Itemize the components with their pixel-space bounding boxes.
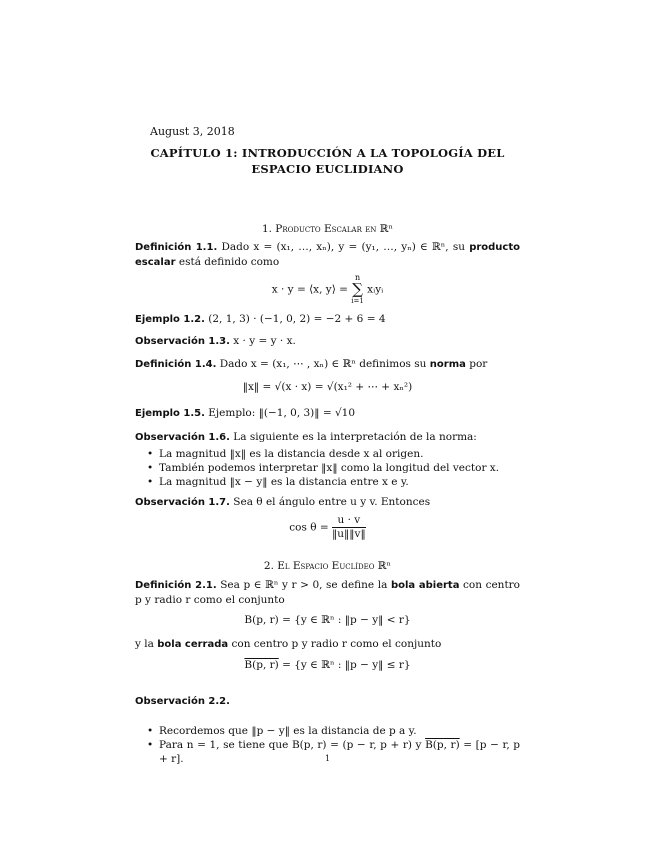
dot-product-right: xᵢyᵢ [363,283,384,296]
definition-1-1-bold: producto escalar [135,242,521,268]
observation-1-7-label: Observación 1.7. [135,497,230,508]
closed-ball-rest: = {y ∈ ℝⁿ : ‖p − y‖ ≤ r} [278,659,411,671]
definition-1-1 [135,240,520,270]
example-1-2-text: (2, 1, 3) · (−1, 0, 2) = −2 + 6 = 4 [208,313,386,325]
definition-1-4 [135,357,520,372]
definition-2-1-label: Definición 2.1. [135,580,217,591]
dot-product-left: x · y = ⟨x, y⟩ = [271,283,352,296]
definition-1-4-label: Definición 1.4. [135,359,217,370]
definition-1-4-text-b: por [469,358,488,370]
equation-cosine [135,514,520,541]
chapter-title [135,145,520,177]
observation-2-2 [135,694,520,709]
chapter-title-line-1: CAPÍTULO 1: INTRODUCCIÓN A LA TOPOLOGÍA DEL [150,146,505,160]
definition-1-1-text-b: está definido como [178,256,280,268]
equation-open-ball: B(p, r) = {y ∈ ℝⁿ : ‖p − y‖ < r} [244,614,411,626]
section-1-heading: 1. Producto Escalar en ℝⁿ [261,223,394,235]
definition-2-1-bold-2: bola cerrada [157,639,229,650]
observation-1-6-text: La siguiente es la interpretación de la norma: [233,431,477,443]
example-1-2-label: Ejemplo 1.2. [135,314,205,325]
equation-norm: ‖x‖ = √(x · x) = √(x₁² + ⋯ + xₙ²) [242,381,413,393]
definition-2-1 [135,578,520,608]
summation [351,273,364,306]
item2-text-a: Para n = 1, se tiene que B(p, r) = (p − r, p + r) y [159,739,426,751]
observation-1-6 [135,430,520,489]
sum-upper-limit: n [354,273,361,282]
list-item: • También podemos interpretar ‖x‖ como la longitud del vector x. [159,461,520,475]
closed-ball-bar: B(p, r) [244,659,279,671]
list-item: • La magnitud ‖x‖ es la distancia desde x al origen. [159,447,520,461]
definition-2-1-closed [135,637,520,652]
cosine-left: cos θ = [289,521,333,534]
observation-1-3-text: x · y = y · x. [233,335,296,347]
list-item: • La magnitud ‖x − y‖ es la distancia entre x e y. [159,475,520,489]
observation-2-2-label: Observación 2.2. [135,696,230,707]
cosine-denominator: ‖u‖‖v‖ [332,528,366,540]
definition-2-1-bold: bola abierta [390,580,460,591]
definition-2-1-text-d: con centro p y radio r como el conjunto [231,638,442,650]
observation-1-7 [135,495,520,510]
definition-1-4-text-a: Dado x = (x₁, ⋯ , xₙ) ∈ ℝⁿ definimos su [219,358,427,370]
section-2-heading: 2. El Espacio Euclídeo ℝⁿ [263,560,392,572]
sum-symbol: ∑ [352,280,363,298]
page-number: 1 [324,754,331,763]
example-1-5 [135,406,520,421]
definition-2-1-text-b: con centro p y radio r como el conjunto [135,579,521,606]
cosine-fraction [332,514,366,541]
observation-1-3 [135,334,520,349]
definition-2-1-text-a: Sea p ∈ ℝⁿ y r > 0, se define la [220,579,388,591]
equation-dot-product [135,273,520,306]
observation-1-6-list [135,447,520,489]
item2-closed-ball: B(p, r) [425,739,460,751]
observation-1-3-label: Observación 1.3. [135,336,230,347]
cosine-numerator: u · v [332,514,366,528]
observation-1-6-label: Observación 1.6. [135,432,230,443]
item2-text-b: = [p − r, p + r]. [159,739,521,765]
definition-1-4-bold: norma [429,359,466,370]
definition-1-1-text-a: Dado x = (x₁, …, xₙ), y = (y₁, …, yₙ) ∈ ℝⁿ, su [221,241,465,253]
chapter-title-line-2: ESPACIO EUCLIDIANO [251,162,404,176]
observation-1-7-text: Sea θ el ángulo entre u y v. Entonces [233,496,431,508]
example-1-5-label: Ejemplo 1.5. [135,408,205,419]
definition-2-1-text-c: y la [135,638,154,650]
example-1-2 [135,312,520,327]
definition-1-1-label: Definición 1.1. [135,242,218,253]
example-1-5-text: Ejemplo: ‖(−1, 0, 3)‖ = √10 [208,407,356,419]
document-date: August 3, 2018 [150,125,235,138]
sum-lower-limit: i=1 [351,297,364,305]
list-item: • Recordemos que ‖p − y‖ es la distancia de p a y. [159,724,520,738]
equation-closed-ball [135,659,520,671]
